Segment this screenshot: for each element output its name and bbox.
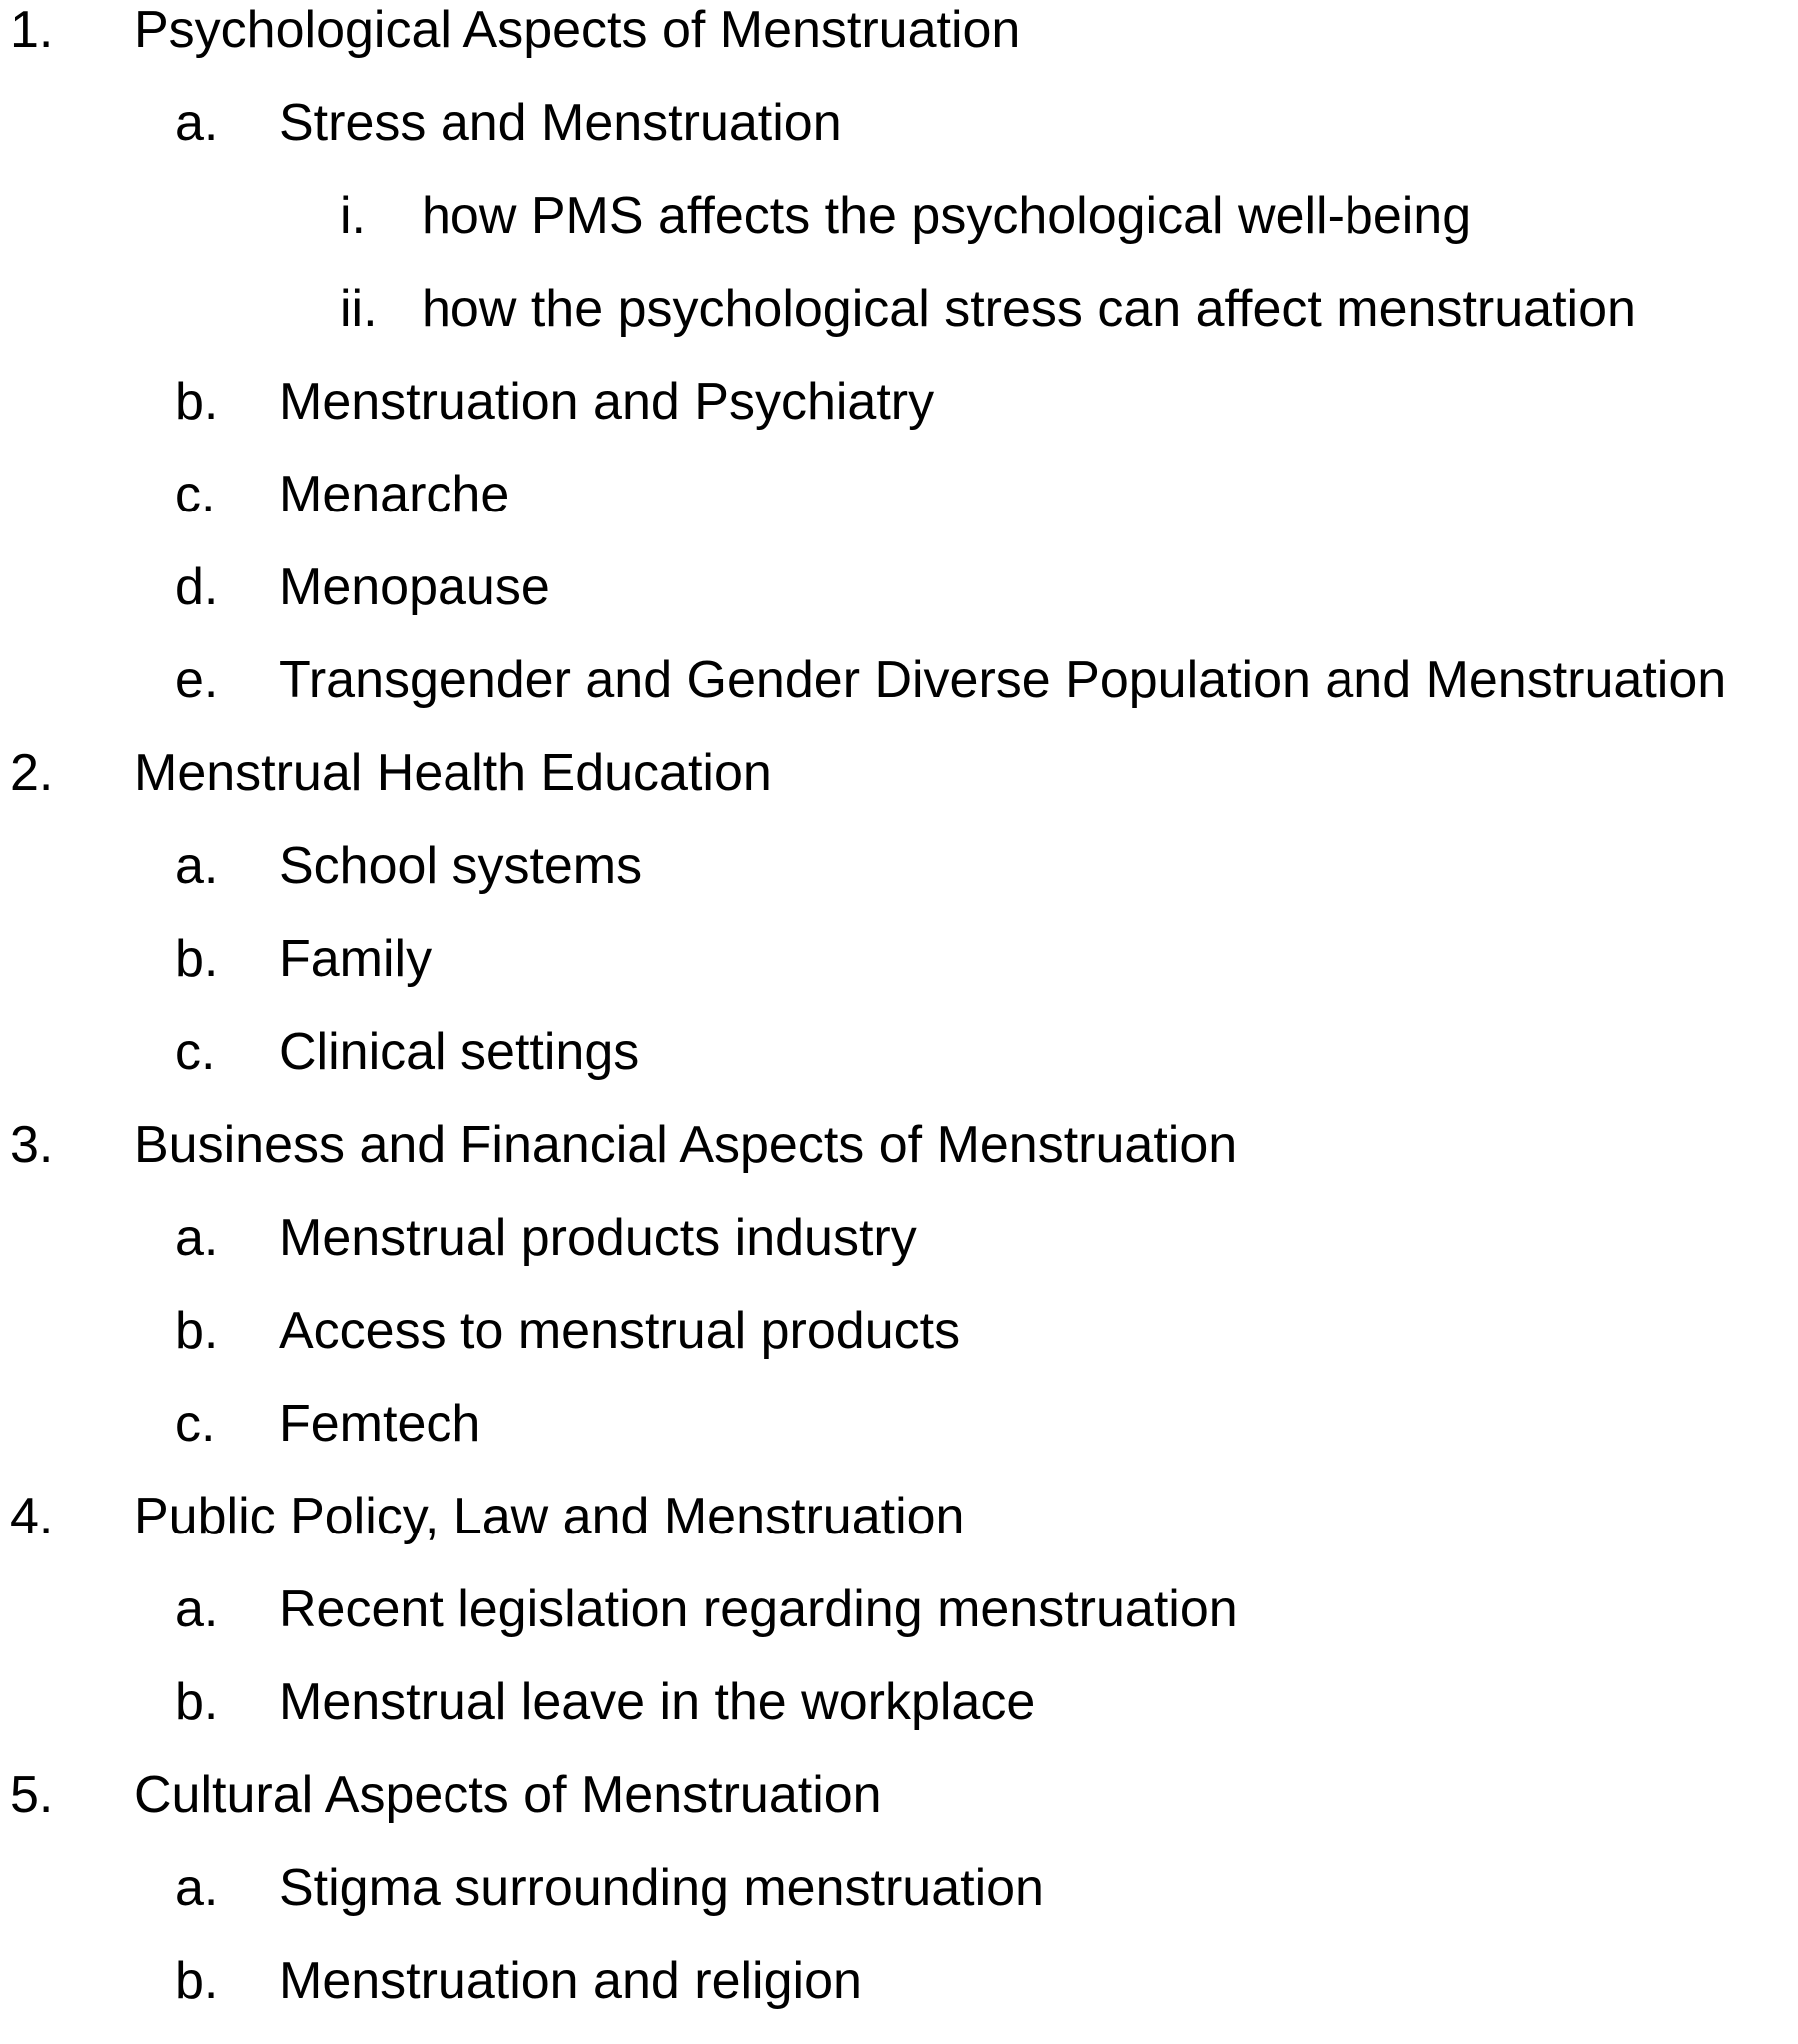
outline-marker: a. (175, 1859, 219, 1917)
outline-marker: i. (340, 187, 366, 245)
outline-item-level2 (0, 1394, 1798, 1487)
outline-item-level1 (0, 0, 1798, 93)
outline-item-level2 (0, 465, 1798, 557)
outline-marker: b. (175, 930, 219, 988)
outline-marker: b. (175, 1952, 219, 2010)
outline-item-level3 (0, 186, 1798, 279)
outline-item-level1 (0, 743, 1798, 836)
outline-text: Menstrual Health Education (134, 744, 772, 802)
outline-item-level2 (0, 1951, 1798, 2044)
outline-text: Stress and Menstruation (279, 94, 842, 152)
outline-text: Menarche (279, 466, 510, 523)
outline-text: Business and Financial Aspects of Menstruation (134, 1116, 1238, 1174)
outline-item-level3 (0, 279, 1798, 372)
outline-marker: 2. (10, 744, 54, 802)
outline-text: Family (279, 930, 433, 988)
outline-item-level2 (0, 650, 1798, 743)
outline-text: Menstruation and Psychiatry (279, 373, 935, 431)
outline-text: Clinical settings (279, 1023, 640, 1081)
outline-text: Psychological Aspects of Menstruation (134, 1, 1021, 59)
outline-marker: 3. (10, 1116, 54, 1174)
outline-text: School systems (279, 837, 643, 895)
outline-item-level1 (0, 1115, 1798, 1208)
outline-marker: a. (175, 94, 219, 152)
outline-marker: b. (175, 1302, 219, 1360)
outline-item-level1 (0, 1487, 1798, 1579)
outline-marker: e. (175, 651, 219, 709)
outline-text: Stigma surrounding menstruation (279, 1859, 1044, 1917)
outline-marker: d. (175, 558, 219, 616)
outline-text: Access to menstrual products (279, 1302, 961, 1360)
outline-marker: a. (175, 1209, 219, 1267)
outline-text: Menstruation and religion (279, 1952, 862, 2010)
outline-marker: 4. (10, 1488, 54, 1545)
outline-marker: a. (175, 1580, 219, 1638)
outline-marker: c. (175, 1395, 216, 1453)
outline-text: Femtech (279, 1395, 481, 1453)
outline-item-level2 (0, 1858, 1798, 1951)
outline-text: Public Policy, Law and Menstruation (134, 1488, 965, 1545)
outline-marker: c. (175, 466, 216, 523)
outline-text: how PMS affects the psychological well-being (422, 187, 1472, 245)
outline-item-level2 (0, 557, 1798, 650)
outline-marker: 5. (10, 1766, 54, 1824)
outline-marker: ii. (340, 280, 378, 338)
outline-item-level1 (0, 1765, 1798, 1858)
outline-text: Menopause (279, 558, 550, 616)
outline-text: Transgender and Gender Diverse Population and Menstruation (279, 651, 1727, 709)
outline-item-level2 (0, 929, 1798, 1022)
outline-text: Cultural Aspects of Menstruation (134, 1766, 882, 1824)
outline-item-level2 (0, 836, 1798, 929)
outline-item-level2 (0, 372, 1798, 465)
outline-item-level2 (0, 93, 1798, 186)
outline-item-level2 (0, 1301, 1798, 1394)
outline-marker: b. (175, 373, 219, 431)
outline-item-level2 (0, 1022, 1798, 1115)
outline-text: how the psychological stress can affect menstruation (422, 280, 1636, 338)
outline-text: Menstrual products industry (279, 1209, 917, 1267)
outline-text: Menstrual leave in the workplace (279, 1673, 1036, 1731)
outline-marker: a. (175, 837, 219, 895)
outline-item-level2 (0, 1579, 1798, 1672)
outline-item-level2 (0, 1208, 1798, 1301)
outline-marker: c. (175, 1023, 216, 1081)
outline-marker: b. (175, 1673, 219, 1731)
outline-marker: 1. (10, 1, 54, 59)
outline-item-level2 (0, 1672, 1798, 1765)
outline-text: Recent legislation regarding menstruation (279, 1580, 1238, 1638)
